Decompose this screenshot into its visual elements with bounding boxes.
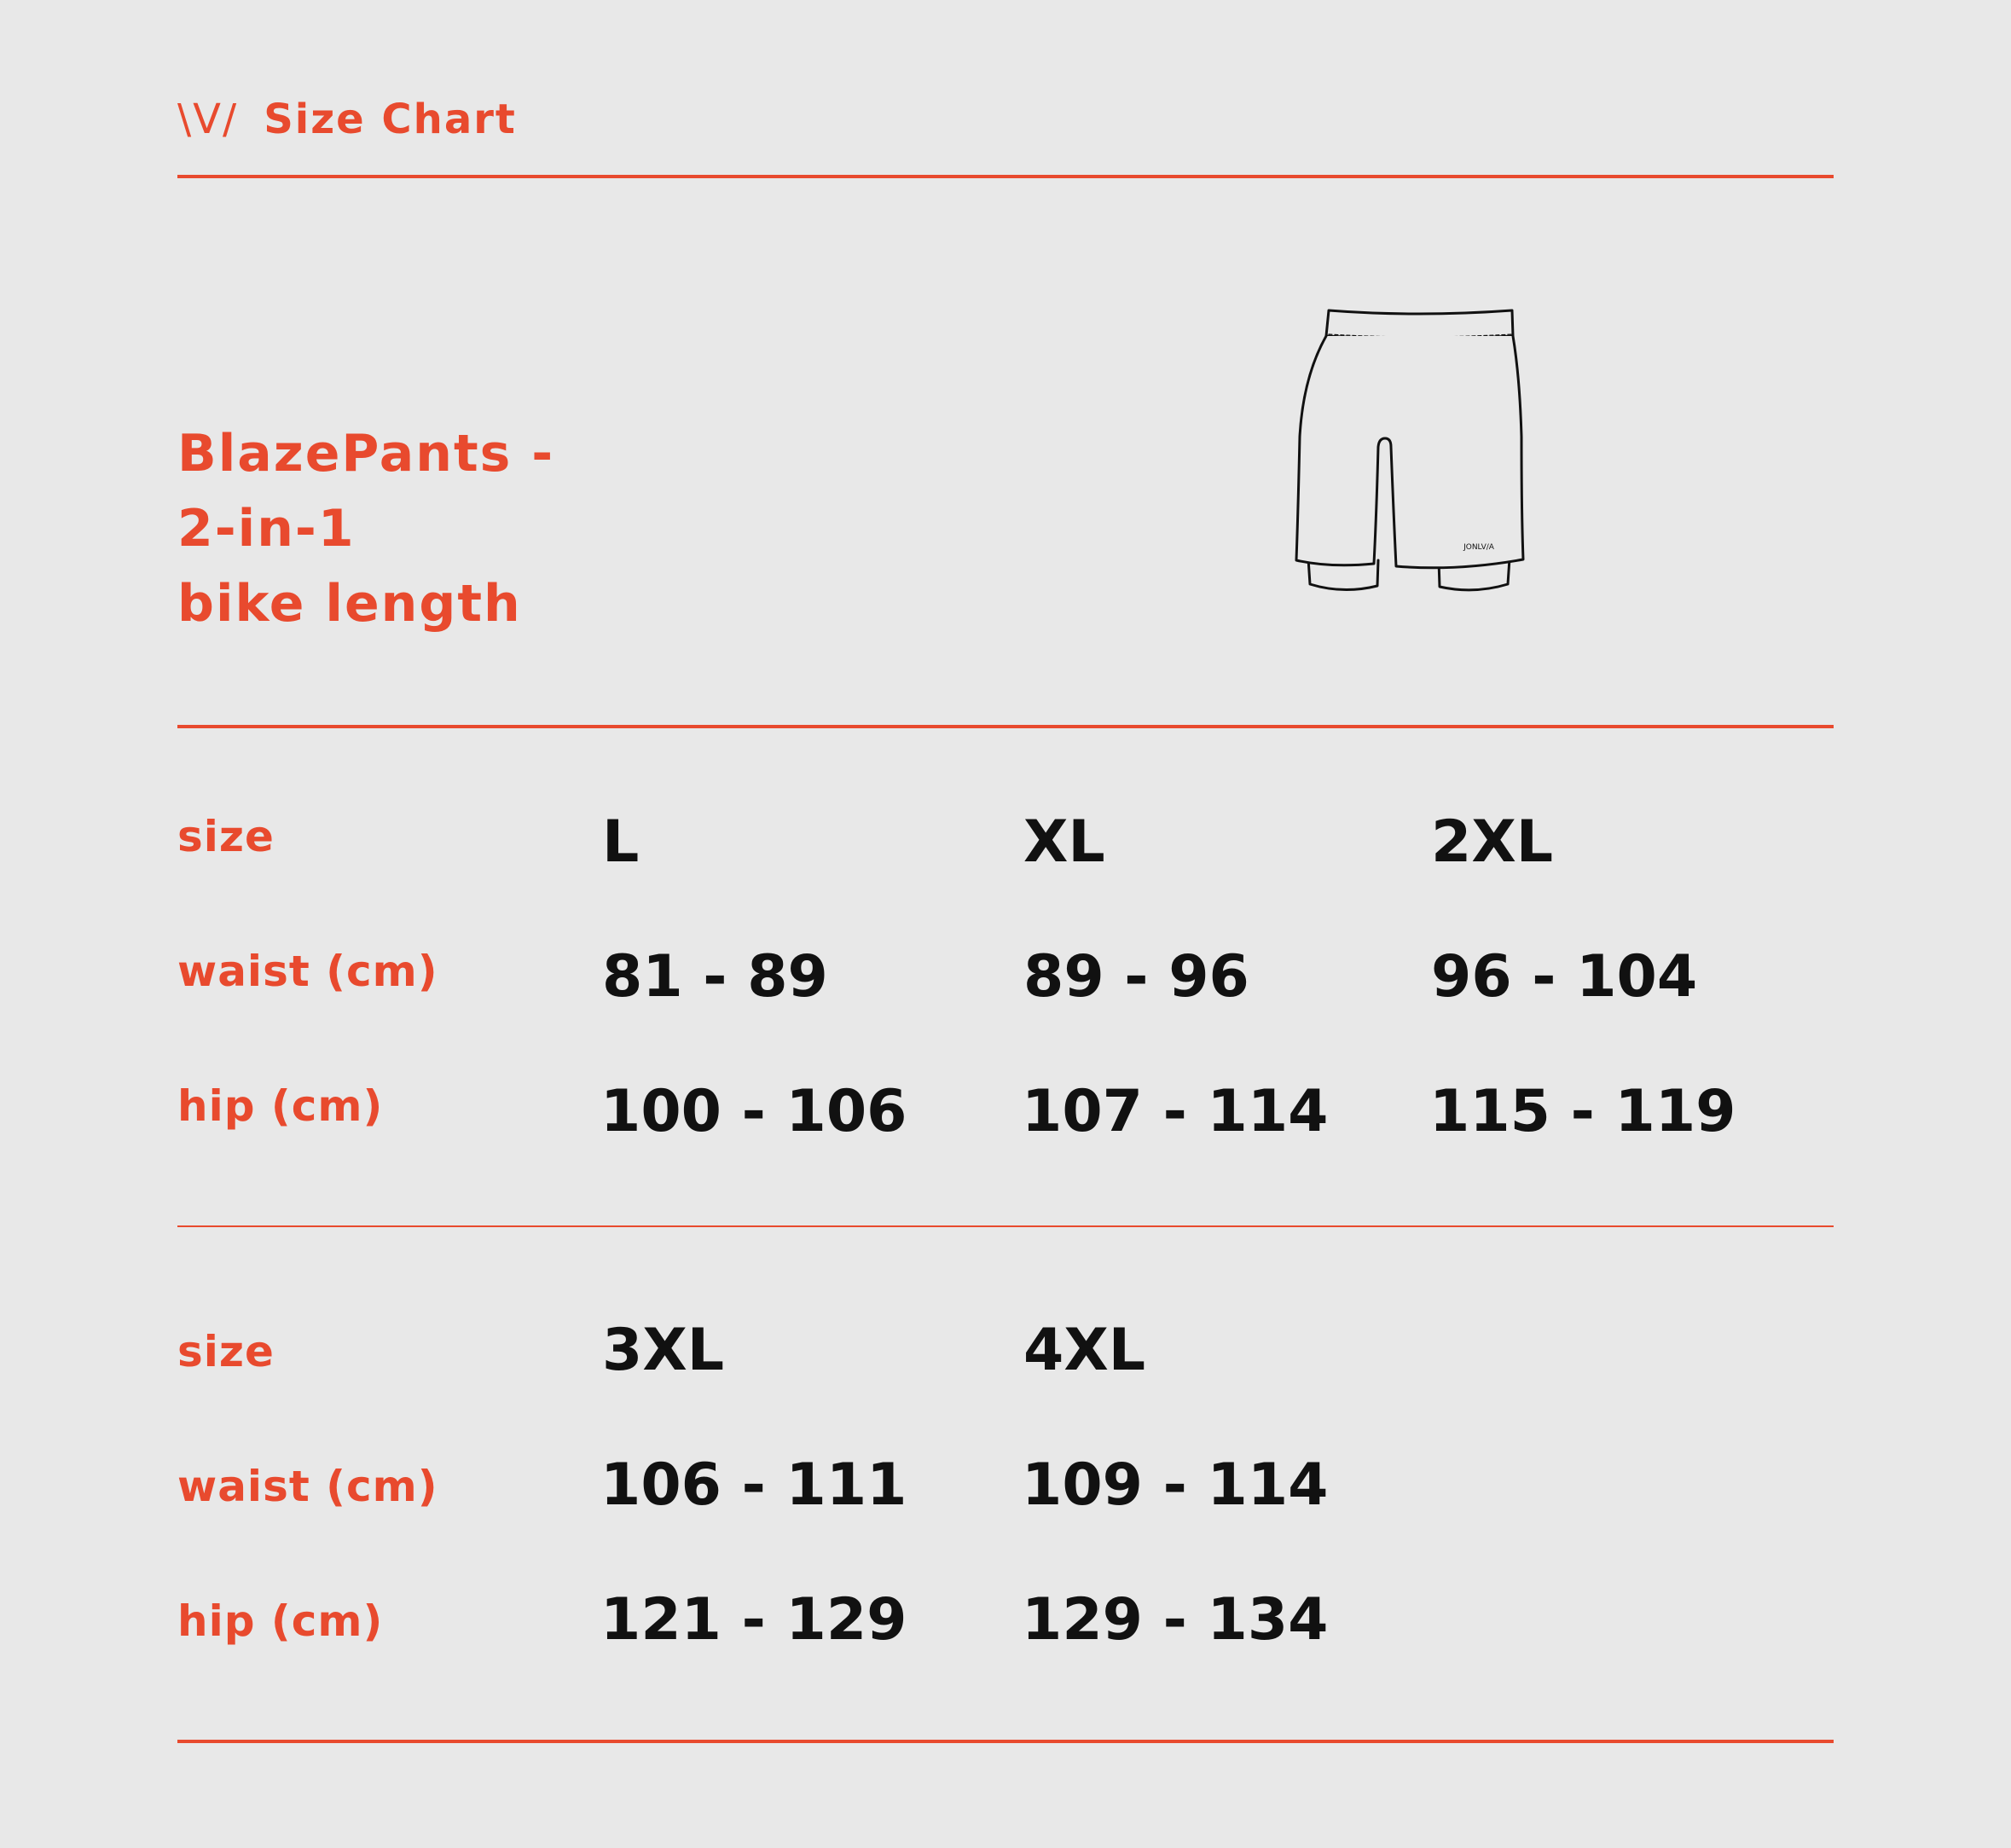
divider-tables <box>177 1225 1834 1227</box>
divider-bottom <box>177 1740 1834 1743</box>
brand-logo: \V/ <box>177 96 239 143</box>
table-cell: 100 - 106 <box>600 1078 907 1145</box>
row-label-hip: hip (cm) <box>177 1081 384 1131</box>
product-title-line-2: 2-in-1 <box>177 499 356 559</box>
table-cell: 3XL <box>602 1317 725 1384</box>
row-label-hip: hip (cm) <box>177 1596 384 1646</box>
table-cell: 89 - 96 <box>1023 943 1249 1011</box>
table-cell: L <box>602 808 640 876</box>
row-label-size: size <box>177 812 275 861</box>
shorts-illustration <box>1279 300 1561 607</box>
table-cell: 81 - 89 <box>602 943 828 1011</box>
table-cell: 2XL <box>1431 808 1554 876</box>
product-title-line-1: BlazePants - <box>177 424 555 484</box>
product-title-line-3: bike length <box>177 574 522 634</box>
header-label: Size Chart <box>264 96 517 143</box>
table-cell: 129 - 134 <box>1022 1586 1329 1654</box>
table-cell: 96 - 104 <box>1431 943 1698 1011</box>
table-cell: 107 - 114 <box>1022 1078 1329 1145</box>
divider-product <box>177 725 1834 728</box>
table-cell: 121 - 129 <box>600 1586 907 1654</box>
product-title <box>177 416 554 641</box>
table-cell: 4XL <box>1023 1317 1146 1384</box>
row-label-waist: waist (cm) <box>177 947 438 996</box>
table-cell: 106 - 111 <box>600 1451 907 1519</box>
divider-top <box>177 175 1834 178</box>
table-cell: 115 - 119 <box>1429 1078 1736 1145</box>
row-label-waist: waist (cm) <box>177 1462 438 1511</box>
row-label-size: size <box>177 1327 275 1376</box>
header <box>177 96 517 143</box>
table-cell: XL <box>1023 808 1105 876</box>
table-cell: 109 - 114 <box>1022 1451 1329 1519</box>
illustration-brand-text: JONLV/A <box>1463 543 1494 552</box>
